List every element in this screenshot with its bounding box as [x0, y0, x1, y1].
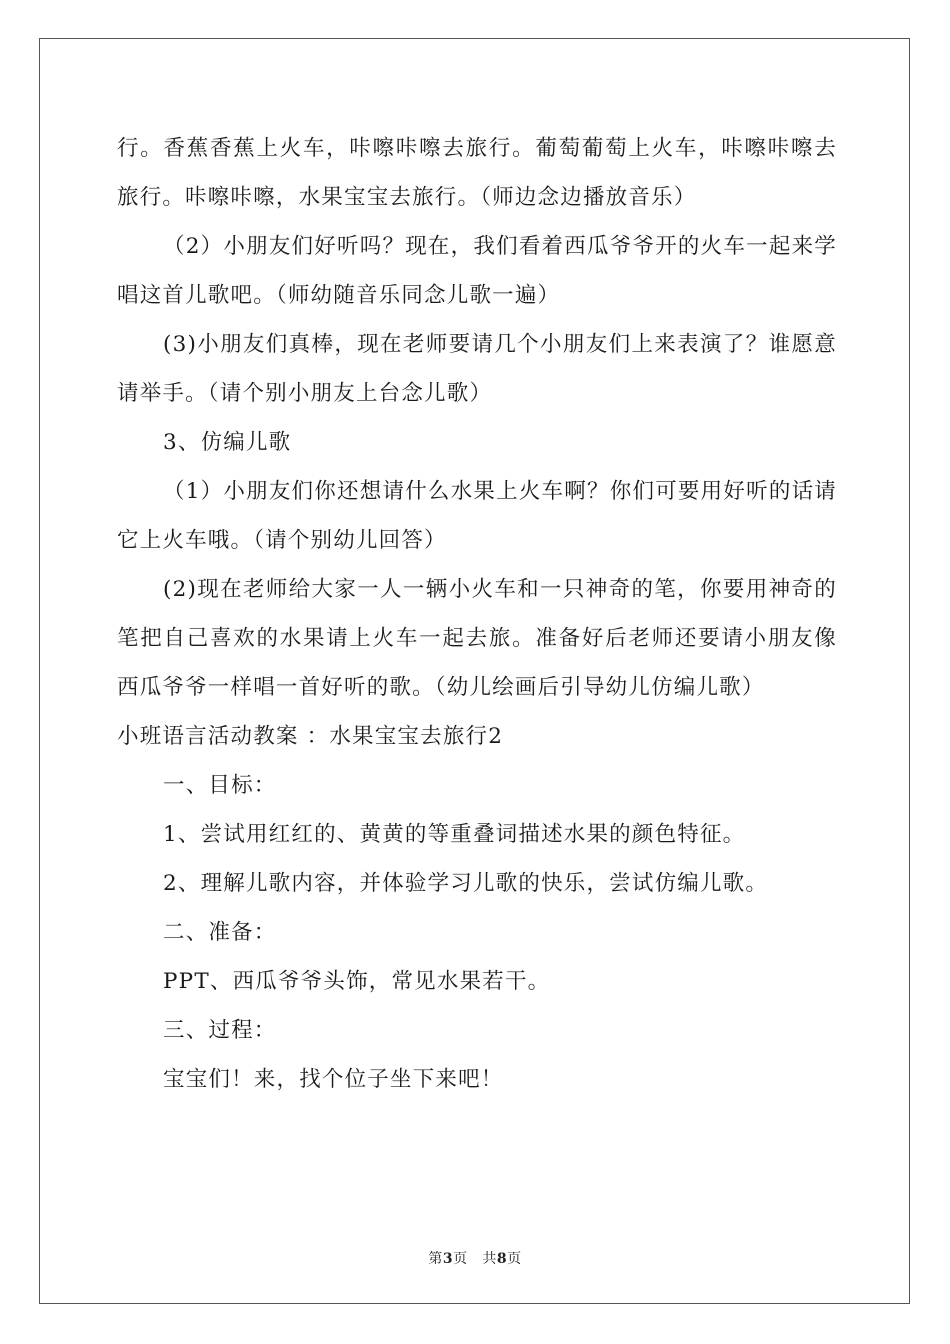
lesson-title: 小班语言活动教案 ：水果宝宝去旅行2 [117, 724, 504, 749]
paragraph-continuation: 行。香蕉香蕉上火车，咔嚓咔嚓去旅行。葡萄葡萄上火车，咔嚓咔嚓去旅行。咔嚓咔嚓，水果宝宝去旅行。（师边念边播放音乐） [117, 136, 837, 210]
goal-item-1: 1、尝试用红红的、黄黄的等重叠词描述水果的颜色特征。 [163, 822, 746, 847]
heading-preparation: 二、准备： [163, 920, 277, 945]
process-text: 宝宝们！来，找个位子坐下来吧！ [163, 1067, 504, 1092]
paragraph-step-3: (3)小朋友们真棒，现在老师要请几个小朋友们上来表演了？谁愿意请举手。（请个别小朋友上台念儿歌） [117, 332, 837, 406]
paragraph-step-2: （2）小朋友们好听吗？现在，我们看着西瓜爷爷开的火车一起来学唱这首儿歌吧。（师幼随音乐同念儿歌一遍） [117, 234, 837, 308]
paragraph-imitate-2: (2)现在老师给大家一人一辆小火车和一只神奇的笔，你要用神奇的笔把自己喜欢的水果请上火车一起去旅。准备好后老师还要请小朋友像西瓜爷爷一样唱一首好听的歌。（幼儿绘画后引导幼儿仿编儿歌） [117, 577, 837, 700]
footer-mid: 页 共 [453, 1251, 497, 1267]
paragraph-imitate-1: （1）小朋友们你还想请什么水果上火车啊？你们可要用好听的话请它上火车哦。（请个别幼儿回答） [117, 479, 837, 553]
footer-current-page: 3 [442, 1251, 454, 1267]
page-footer [0, 1248, 950, 1268]
heading-goals: 一、目标： [163, 773, 277, 798]
heading-process: 三、过程： [163, 1018, 277, 1043]
footer-total-pages: 8 [496, 1251, 508, 1267]
preparation-text: PPT、西瓜爷爷头饰，常见水果若干。 [163, 969, 551, 994]
footer-prefix: 第 [428, 1251, 443, 1267]
section-heading-imitate-song: 3、仿编儿歌 [163, 430, 292, 455]
footer-suffix: 页 [507, 1251, 522, 1267]
goal-item-2: 2、理解儿歌内容，并体验学习儿歌的快乐，尝试仿编儿歌。 [163, 871, 769, 896]
document-body [117, 124, 837, 1104]
